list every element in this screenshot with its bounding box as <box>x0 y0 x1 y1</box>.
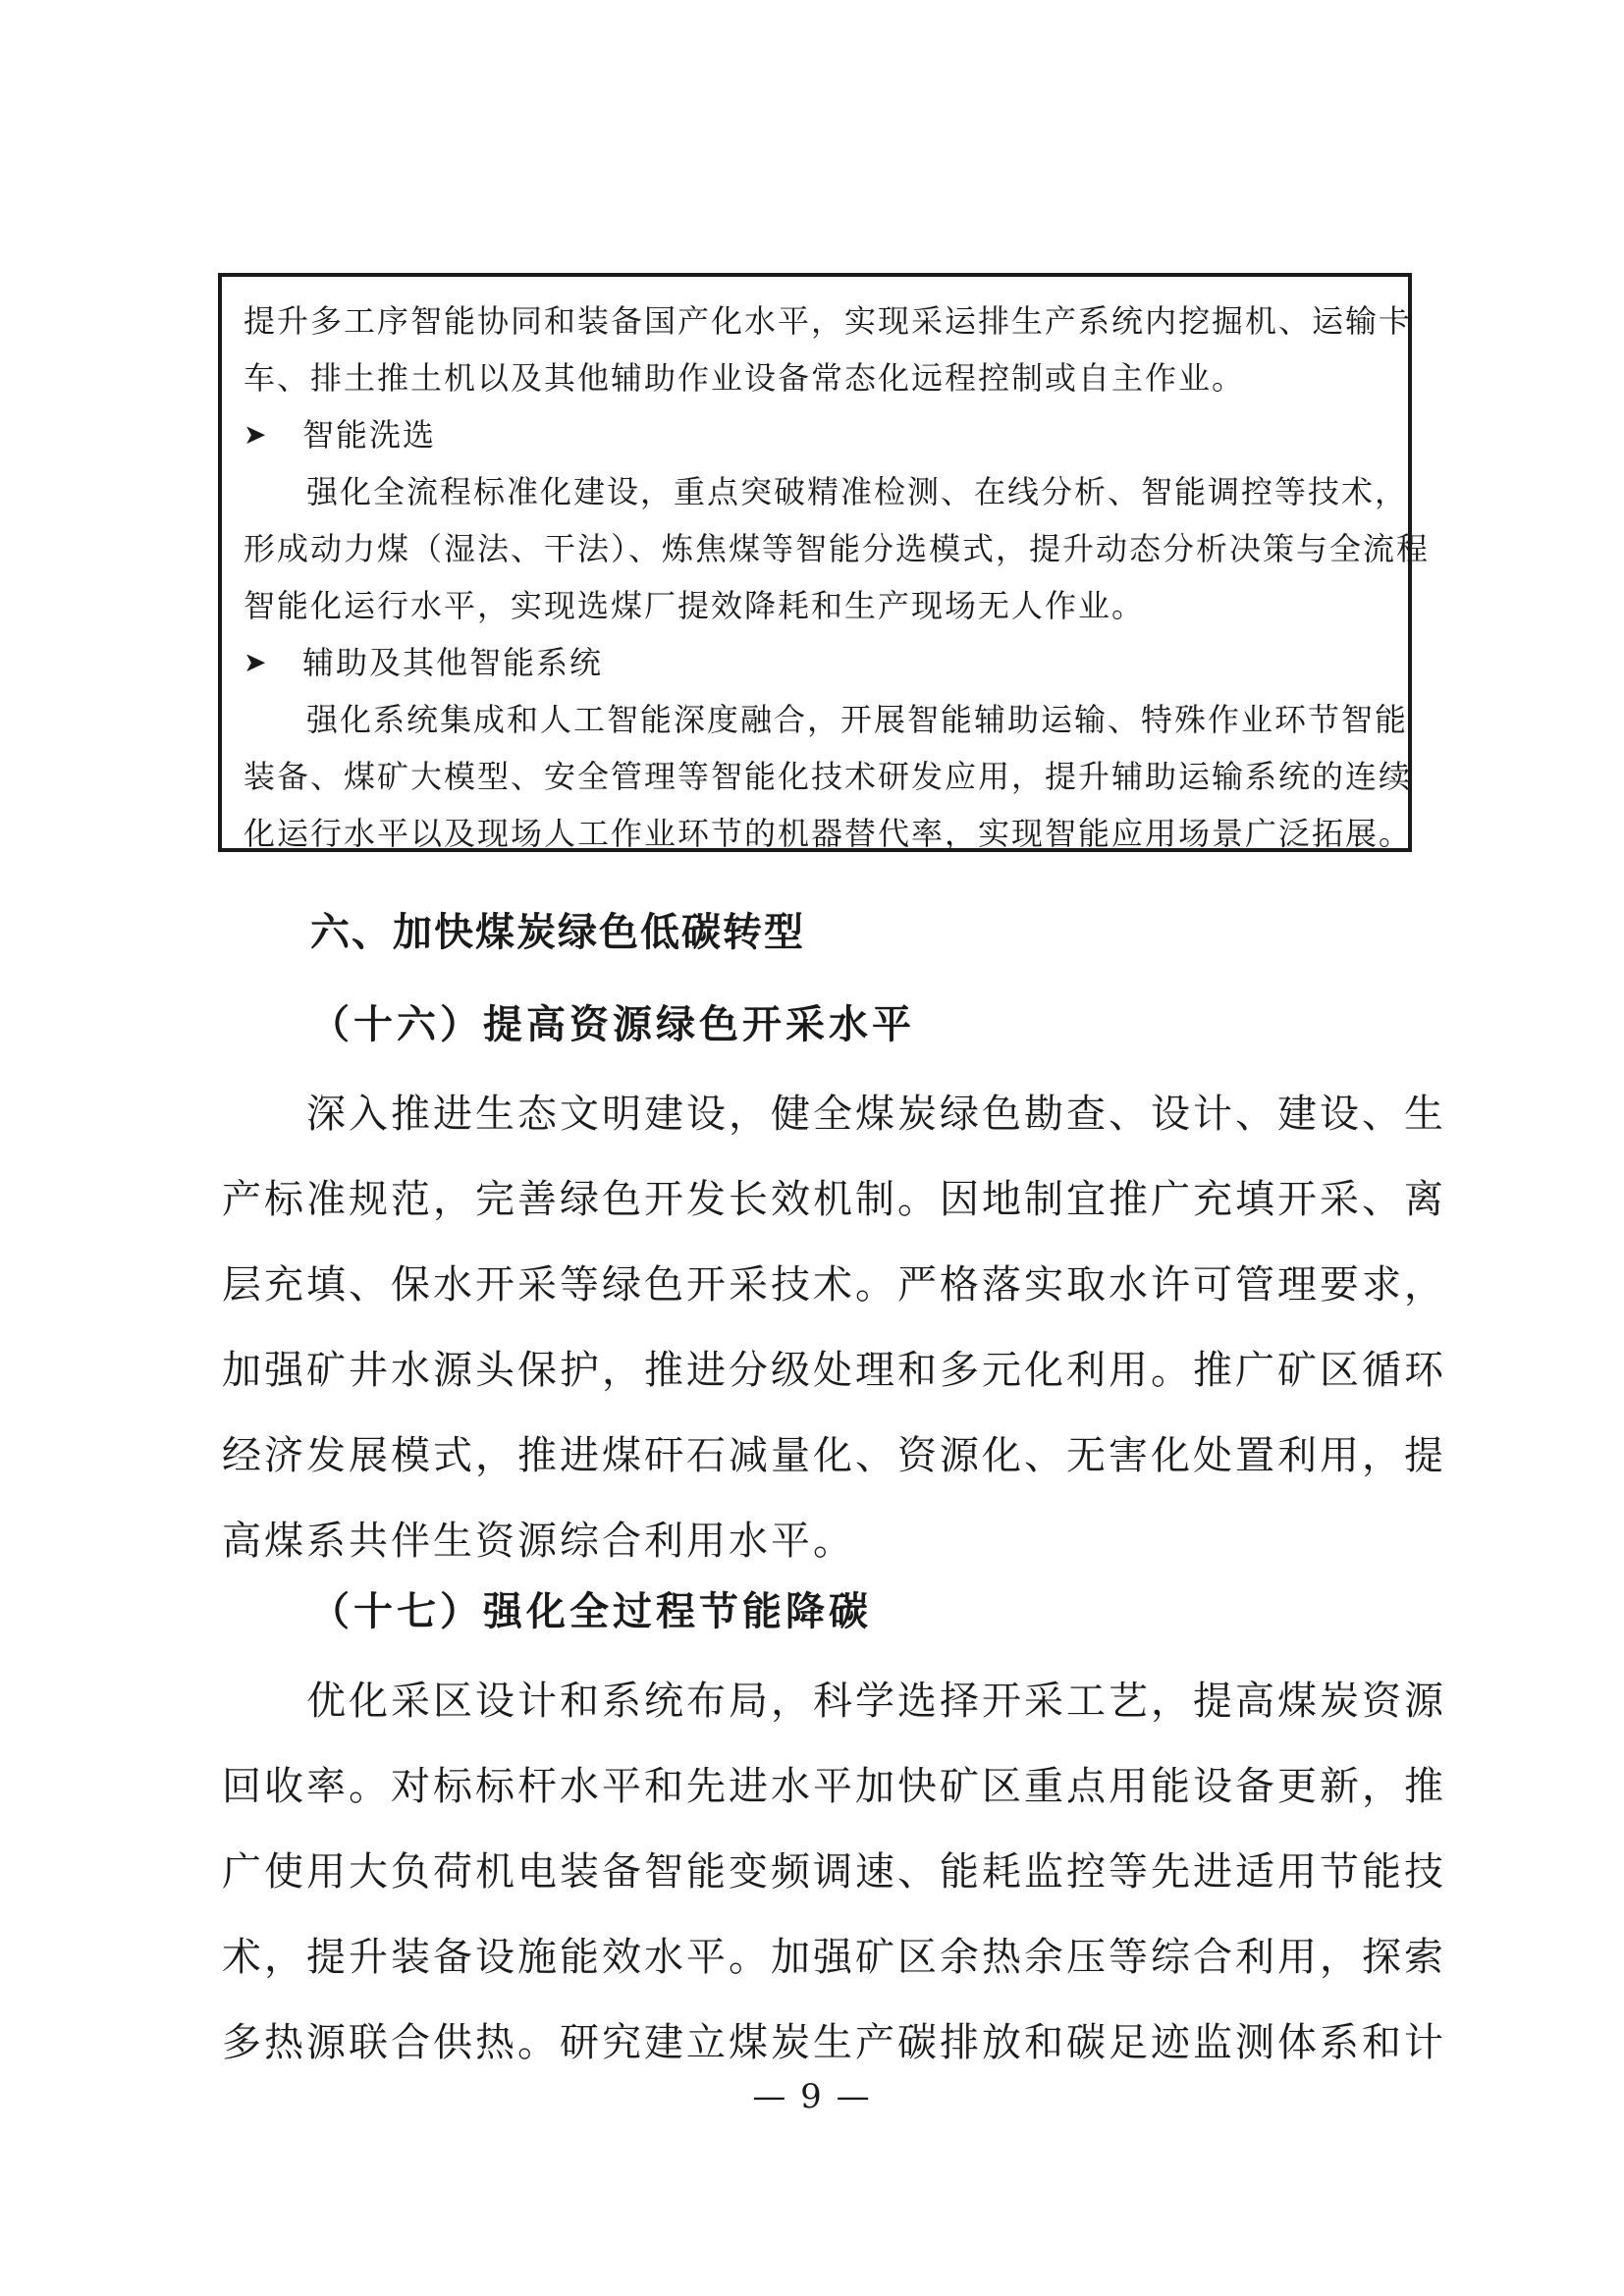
page-number: — 9 — <box>752 2077 872 2116</box>
body-line: 高煤系共伴生资源综合利用水平。 <box>222 1519 855 1564</box>
body-line: 产标准规范，完善绿色开发长效机制。因地制宜推广充填开采、离 <box>222 1177 1446 1222</box>
box-item-heading-auxiliary-systems <box>244 634 1386 691</box>
box-paragraph-line: 智能化运行水平，实现选煤厂提效降耗和生产现场无人作业。 <box>244 587 1146 624</box>
box-item-title: 智能洗选 <box>302 416 437 454</box>
box-paragraph-line: 化运行水平以及现场人工作业环节的机器替代率，实现智能应用场景广泛拓展。 <box>244 815 1413 852</box>
body-line: 经济发展模式，推进煤矸石减量化、资源化、无害化处置利用，提 <box>222 1433 1446 1478</box>
body-line: 多热源联合供热。研究建立煤炭生产碳排放和碳足迹监测体系和计 <box>222 2020 1446 2065</box>
subsection-body-17 <box>222 1659 1446 2086</box>
body-line: 回收率。对标标杆水平和先进水平加快矿区重点用能设备更新，推 <box>222 1764 1446 1809</box>
box-paragraph-line: 强化全流程标准化建设，重点突破精准检测、在线分析、智能调控等技术， <box>306 473 1409 510</box>
section-heading: 六、加快煤炭绿色低碳转型 <box>310 910 805 955</box>
boxed-panel <box>218 273 1431 852</box>
box-item-heading-smart-washing <box>244 406 1386 463</box>
box-paragraph-line: 装备、煤矿大模型、安全管理等智能化技术研发应用，提升辅助运输系统的连续 <box>244 758 1413 795</box>
box-paragraph-line: 形成动力煤（湿法、干法）、炼焦煤等智能分选模式，提升动态分析决策与全流程 <box>244 530 1431 567</box>
subsection-body-16 <box>222 1072 1446 1584</box>
arrow-bullet-icon: ➤ <box>244 646 269 678</box>
box-paragraph-line: 强化系统集成和人工智能深度融合，开展智能辅助运输、特殊作业环节智能 <box>306 701 1409 738</box>
box-intro-line: 提升多工序智能协同和装备国产化水平，实现采运排生产系统内挖掘机、运输卡 <box>244 302 1413 340</box>
subsection-heading-17: （十七）强化全过程节能降碳 <box>310 1588 872 1634</box>
body-line: 优化采区设计和系统布局，科学选择开采工艺，提高煤炭资源 <box>306 1679 1446 1724</box>
subsection-heading-16: （十六）提高资源绿色开采水平 <box>310 1001 915 1047</box>
body-line: 术，提升装备设施能效水平。加强矿区余热余压等综合利用，探索 <box>222 1935 1446 1980</box>
body-line: 层充填、保水开采等绿色开采技术。严格落实取水许可管理要求， <box>222 1262 1446 1308</box>
body-line: 深入推进生态文明建设，健全煤炭绿色勘查、设计、建设、生 <box>306 1092 1446 1137</box>
box-intro-line: 车、排土推土机以及其他辅助作业设备常态化远程控制或自主作业。 <box>244 359 1246 397</box>
box-item-title: 辅助及其他智能系统 <box>302 644 604 681</box>
arrow-bullet-icon: ➤ <box>244 418 269 451</box>
body-line: 加强矿井水源头保护，推进分级处理和多元化利用。推广矿区循环 <box>222 1348 1446 1393</box>
body-line: 广使用大负荷机电装备智能变频调速、能耗监控等先进适用节能技 <box>222 1849 1446 1895</box>
